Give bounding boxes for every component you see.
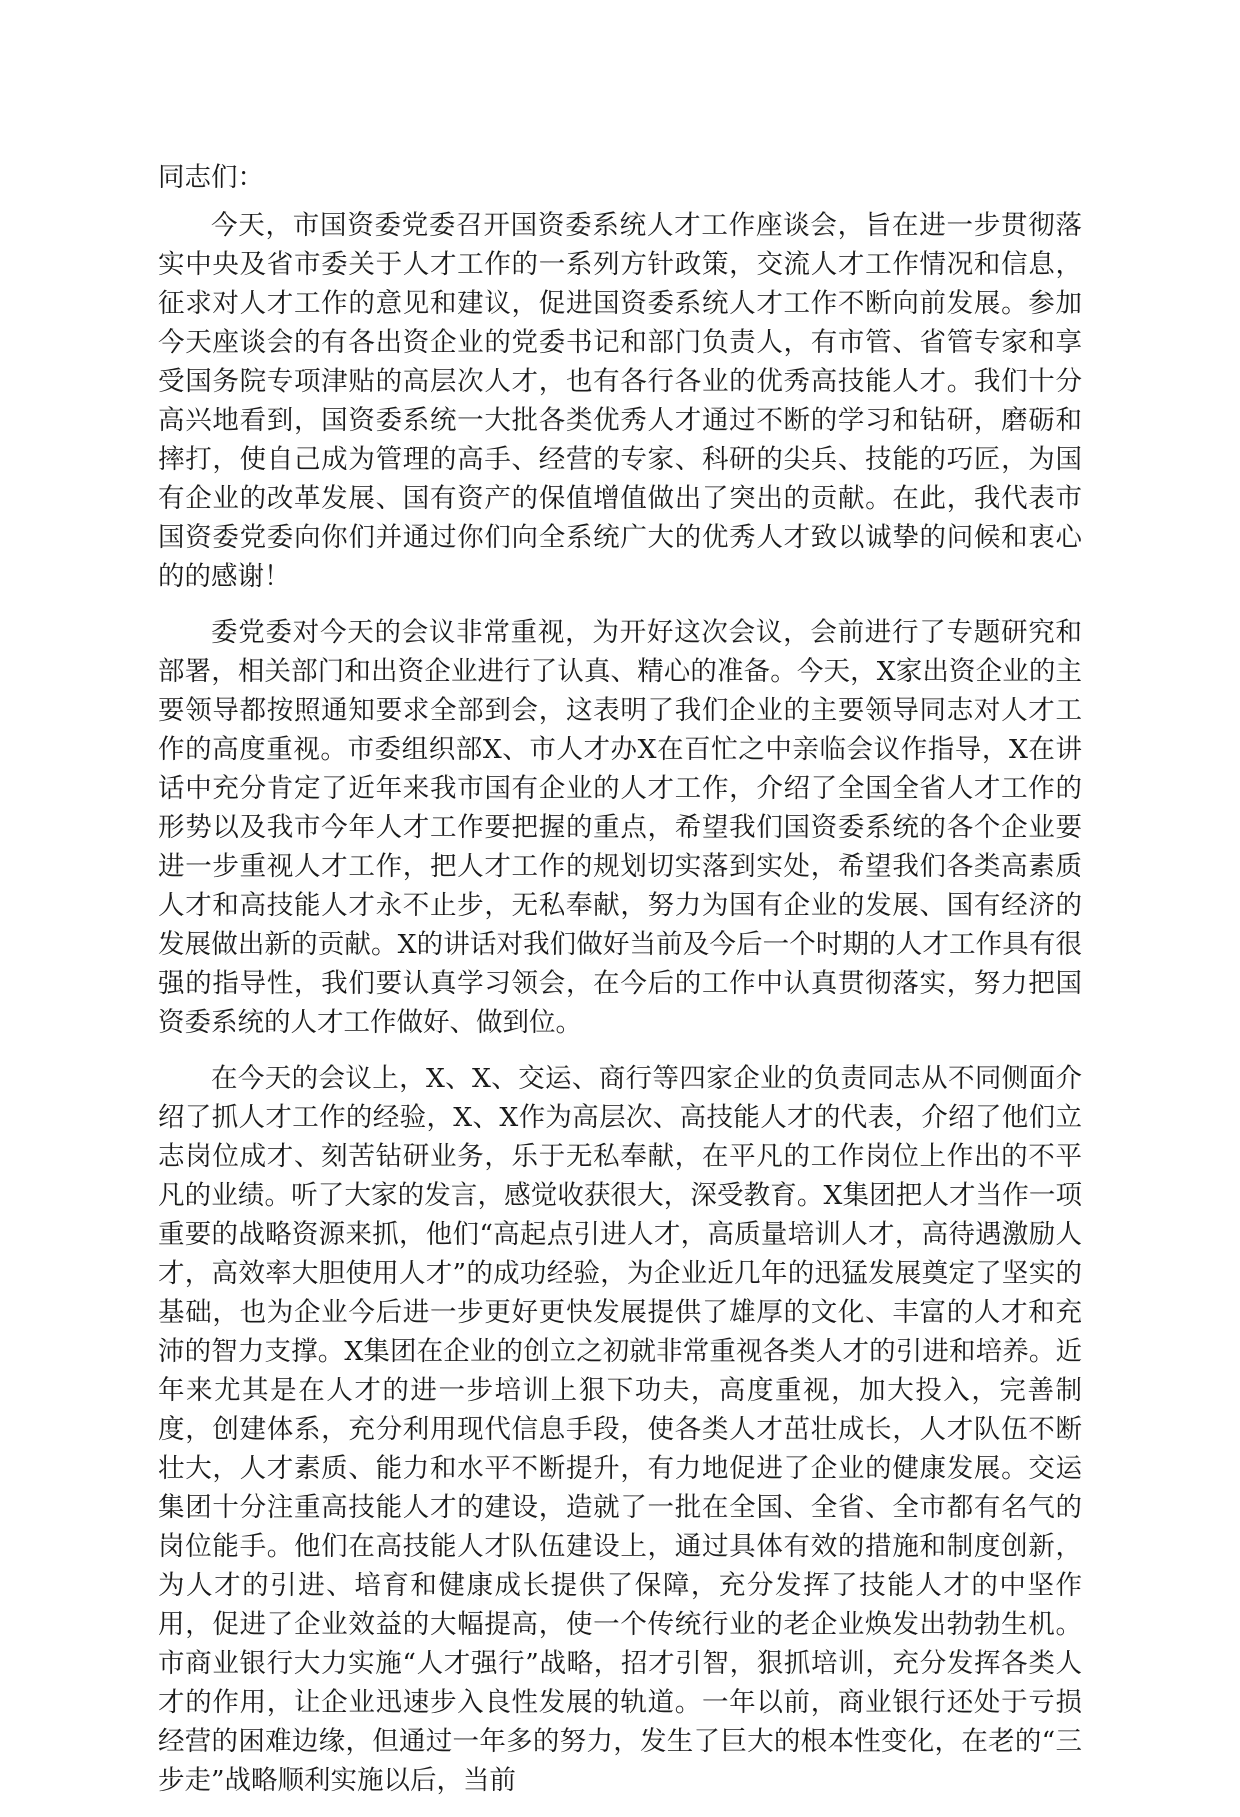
paragraph-1: 今天，市国资委党委召开国资委系统人才工作座谈会，旨在进一步贯彻落实中央及省市委关于人才工作的一系列方针政策，交流人才工作情况和信息，征求对人才工作的意见和建议，促进国资委系统人才工作不断向前发展。参加今天座谈会的有各出资企业的党委书记和部门负责人，有市管、省管专家和享受国务院专项津贴的高层次人才，也有各行各业的优秀高技能人才。我们十分高兴地看到，国资委系统一大批各类优秀人才通过不断的学习和钻研，磨砺和摔打，使自己成为管理的高手、经营的专家、科研的尖兵、技能的巧匠，为国有企业的改革发展、国有资产的保值增值做出了突出的贡献。在此，我代表市国资委党委向你们并通过你们向全系统广大的优秀人才致以诚挚的问候和衷心的的感谢！ <box>158 210 1082 592</box>
paragraph-2: 委党委对今天的会议非常重视，为开好这次会议，会前进行了专题研究和部署，相关部门和出资企业进行了认真、精心的准备。今天，X家出资企业的主要领导都按照通知要求全部到会，这表明了我们企业的主要领导同志对人才工作的高度重视。市委组织部X、市人才办X在百忙之中亲临会议作指导，X在讲话中充分肯定了近年来我市国有企业的人才工作，介绍了全国全省人才工作的形势以及我市今年人才工作要把握的重点，希望我们国资委系统的各个企业要进一步重视人才工作，把人才工作的规划切实落到实处，希望我们各类高素质人才和高技能人才永不止步，无私奉献，努力为国有企业的发展、国有经济的发展做出新的贡献。X的讲话对我们做好当前及今后一个时期的人才工作具有很强的指导性，我们要认真学习领会，在今后的工作中认真贯彻落实，努力把国资委系统的人才工作做好、做到位。 <box>158 617 1082 1038</box>
salutation: 同志们： <box>158 162 264 193</box>
paragraph-3: 在今天的会议上，X、X、交运、商行等四家企业的负责同志从不同侧面介绍了抓人才工作的经验，X、X作为高层次、高技能人才的代表，介绍了他们立志岗位成才、刻苦钻研业务，乐于无私奉献，在平凡的工作岗位上作出的不平凡的业绩。听了大家的发言，感觉收获很大，深受教育。X集团把人才当作一项重要的战略资源来抓，他们“高起点引进人才，高质量培训人才，高待遇激励人才，高效率大胆使用人才”的成功经验，为企业近几年的迅猛发展奠定了坚实的基础，也为企业今后进一步更好更快发展提供了雄厚的文化、丰富的人才和充沛的智力支撑。X集团在企业的创立之初就非常重视各类人才的引进和培养。近年来尤其是在人才的进一步培训上狠下功夫，高度重视，加大投入，完善制度，创建体系，充分利用现代信息手段，使各类人才茁壮成长，人才队伍不断壮大，人才素质、能力和水平不断提升，有力地促进了企业的健康发展。交运集团十分注重高技能人才的建设，造就了一批在全国、全省、全市都有名气的岗位能手。他们在高技能人才队伍建设上，通过具体有效的措施和制度创新，为人才的引进、培育和健康成长提供了保障，充分发挥了技能人才的中坚作用，促进了企业效益的大幅提高，使一个传统行业的老企业焕发出勃勃生机。市商业银行大力实施“人才强行”战略，招才引智，狠抓培训，充分发挥各类人才的作用，让企业迅速步入良性发展的轨道。一年以前，商业银行还处于亏损经营的困难边缘，但通过一年多的努力，发生了巨大的根本性变化，在老的“三步走”战略顺利实施以后，当前 <box>158 1063 1082 1796</box>
document-page <box>158 158 1082 1817</box>
